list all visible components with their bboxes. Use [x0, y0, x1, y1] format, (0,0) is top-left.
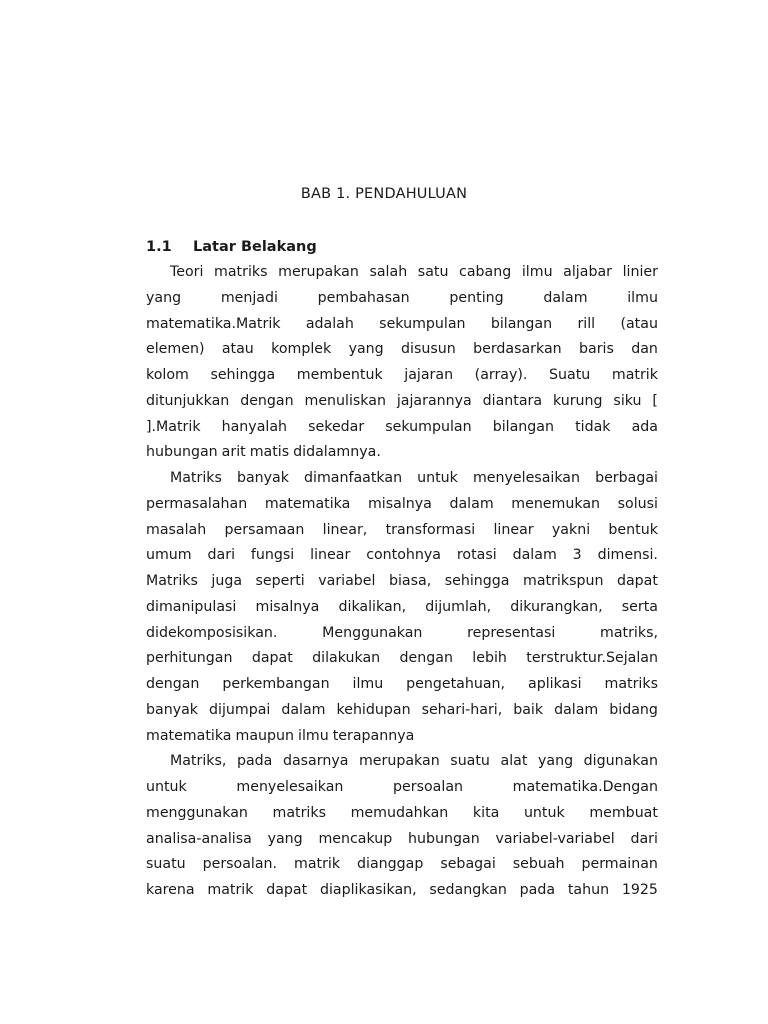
- word: dapat: [266, 882, 308, 898]
- word: untuk: [146, 779, 187, 795]
- word: dianggap: [357, 856, 424, 873]
- word: matrik: [611, 367, 658, 383]
- word: yakni: [551, 521, 591, 538]
- word: Matriks,: [170, 753, 227, 770]
- word: penting: [449, 289, 504, 306]
- word: menyelesaikan: [236, 779, 344, 795]
- word: matriks: [272, 804, 326, 821]
- word: dengan: [399, 650, 453, 667]
- paragraph-2-line-5: [146, 569, 658, 595]
- paragraph-3-line-6: [146, 878, 658, 904]
- word: dapat: [616, 573, 658, 589]
- word: dijumlah,: [425, 598, 492, 615]
- section-heading: [146, 239, 658, 255]
- word: matriks: [214, 264, 268, 280]
- word: yang: [146, 289, 182, 306]
- word: merupakan: [278, 264, 359, 280]
- word: dimanipulasi: [146, 598, 237, 615]
- word: dalam: [449, 495, 494, 512]
- word: menemukan: [511, 495, 600, 512]
- paragraph-1-line-3: [146, 312, 658, 338]
- word: ilmu: [298, 727, 329, 744]
- paragraph-1-line-1: [146, 260, 658, 286]
- word: contohnya: [366, 547, 441, 564]
- word: matrik: [207, 882, 254, 898]
- word: pada: [236, 753, 273, 770]
- word: menyelesaikan: [472, 470, 580, 486]
- word: dengan: [146, 676, 200, 692]
- word: karena: [146, 882, 195, 898]
- word: (atau: [620, 315, 658, 332]
- word: biasa,: [388, 573, 432, 589]
- word: Menggunakan: [322, 624, 423, 641]
- word: matrikspun: [523, 573, 604, 589]
- word: linear: [493, 521, 534, 538]
- word: linear,: [322, 521, 368, 538]
- word: dari: [207, 547, 236, 564]
- word: ada: [631, 418, 658, 435]
- word: bentuk: [608, 521, 658, 538]
- word: dikalikan,: [338, 598, 407, 615]
- word: memudahkan: [350, 804, 449, 821]
- word: sehari-hari,: [421, 701, 503, 718]
- paragraph-2-line-8: [146, 646, 658, 672]
- word: sehingga: [210, 367, 276, 383]
- word: banyak: [146, 701, 198, 718]
- paragraph-2-line-11: [146, 724, 658, 750]
- paragraph-1-line-7: [146, 415, 658, 441]
- word: hanyalah: [221, 418, 288, 435]
- word: matrik: [294, 856, 341, 873]
- word: ilmu: [521, 264, 553, 280]
- word: yang: [538, 753, 574, 770]
- word: ilmu: [627, 289, 658, 306]
- paragraph-1-line-5: [146, 363, 658, 389]
- word: matematika: [264, 495, 351, 512]
- word: pada: [519, 882, 556, 898]
- word: rill: [577, 315, 596, 332]
- word: persoalan: [393, 779, 464, 795]
- word: dari: [630, 830, 658, 847]
- word: matematika.Dengan: [512, 779, 658, 795]
- paragraph-1-line-8: [146, 440, 658, 466]
- word: dapat: [251, 650, 293, 667]
- word: kehidupan: [336, 701, 411, 718]
- word: dimanfaatkan: [304, 470, 403, 486]
- word: hubungan: [146, 444, 218, 461]
- word: persamaan: [224, 521, 305, 538]
- word: pembahasan: [317, 289, 410, 306]
- word: hubungan: [408, 830, 480, 847]
- paragraph-2-line-3: [146, 518, 658, 544]
- word: variabel-variabel: [495, 830, 615, 847]
- word: diantara: [482, 392, 543, 409]
- word: tahun: [567, 882, 610, 898]
- word: suatu: [450, 753, 490, 770]
- word: untuk: [417, 470, 458, 486]
- word: misalnya: [255, 598, 320, 615]
- word: sekedar: [308, 418, 365, 435]
- word: arit: [221, 444, 246, 461]
- word: 1925: [621, 882, 658, 898]
- word: dan: [631, 341, 658, 358]
- word: elemen): [146, 341, 205, 358]
- word: variabel: [318, 573, 376, 589]
- word: baris: [579, 341, 614, 358]
- word: solusi: [617, 495, 658, 512]
- word: sekumpulan: [385, 418, 472, 435]
- word: kita: [472, 804, 500, 821]
- word: matriks,: [600, 624, 658, 641]
- paragraph-1-line-2: [146, 286, 658, 312]
- word: matis: [249, 444, 290, 461]
- word: maupun: [235, 727, 294, 744]
- word: Matriks: [146, 573, 198, 589]
- word: ditunjukkan: [146, 392, 230, 409]
- word: bidang: [609, 701, 658, 718]
- word: Matriks: [170, 470, 222, 486]
- word: yang: [267, 830, 303, 847]
- word: jajaran: [404, 367, 454, 383]
- paragraph-1-line-4: [146, 337, 658, 363]
- word: membentuk: [296, 367, 383, 383]
- word: atau: [221, 341, 254, 358]
- word: perhitungan: [146, 650, 233, 667]
- paragraph-3-line-4: [146, 827, 658, 853]
- word: masalah: [146, 521, 207, 538]
- word: 3: [572, 547, 582, 564]
- word: transformasi: [385, 521, 476, 538]
- word: representasi: [467, 624, 556, 641]
- word: serta: [621, 598, 658, 615]
- word: membuat: [589, 804, 658, 821]
- word: misalnya: [367, 495, 432, 512]
- section-number: 1.1: [146, 239, 172, 255]
- word: menjadi: [220, 289, 278, 306]
- word: dasarnya: [282, 753, 349, 770]
- word: yang: [348, 341, 384, 358]
- word: seperti: [255, 573, 305, 589]
- word: sekumpulan: [379, 315, 466, 332]
- word: matematika.Matrik: [146, 315, 281, 332]
- word: dengan: [240, 392, 294, 409]
- word: suatu: [146, 856, 186, 873]
- word: menggunakan: [146, 804, 248, 821]
- chapter-title: BAB 1. PENDAHULUAN: [300, 186, 468, 202]
- paragraph-2-line-7: [146, 621, 658, 647]
- word: pengetahuan,: [406, 676, 506, 692]
- paragraph-2-line-6: [146, 595, 658, 621]
- word: mencakup: [318, 830, 393, 847]
- word: lebih: [472, 650, 507, 667]
- word: didekomposisikan.: [146, 624, 278, 641]
- word: rotasi: [456, 547, 497, 564]
- paragraph-3-line-1: [146, 749, 658, 775]
- word: dalam: [543, 289, 588, 306]
- paragraph-2-line-1: [146, 466, 658, 492]
- word: cabang: [459, 264, 512, 280]
- paragraph-1-line-6: [146, 389, 658, 415]
- word: matematika: [146, 727, 232, 744]
- word: kurung: [552, 392, 603, 409]
- word: adalah: [305, 315, 354, 332]
- word: dalam: [512, 547, 557, 564]
- paragraph-3-line-2: [146, 775, 658, 801]
- word: didalamnya.: [293, 444, 381, 461]
- word: Suatu: [549, 367, 591, 383]
- paragraph-3-line-3: [146, 801, 658, 827]
- word: kolom: [146, 367, 189, 383]
- word: tidak: [575, 418, 611, 435]
- word: komplek: [271, 341, 332, 358]
- word: alat: [500, 753, 528, 770]
- word: analisa-analisa: [146, 830, 252, 847]
- word: merupakan: [358, 753, 440, 770]
- word: sehingga: [444, 573, 510, 589]
- section-title: Latar Belakang: [193, 239, 317, 255]
- word: sebuah: [512, 856, 565, 873]
- paragraph-2-line-4: [146, 543, 658, 569]
- paragraph-2-line-2: [146, 492, 658, 518]
- word: perkembangan: [222, 676, 330, 692]
- word: jajarannya: [396, 392, 472, 409]
- word: permasalahan: [146, 495, 248, 512]
- word: dikurangkan,: [510, 598, 603, 615]
- word: sebagai: [440, 856, 496, 873]
- word: matriks: [604, 676, 658, 692]
- word: permainan: [581, 856, 658, 873]
- word: disusun: [401, 341, 456, 358]
- word: digunakan: [583, 753, 658, 770]
- word: untuk: [523, 804, 565, 821]
- paragraph-3-line-5: [146, 852, 658, 878]
- word: banyak: [236, 470, 289, 486]
- word: dalam: [281, 701, 326, 718]
- word: menuliskan: [304, 392, 386, 409]
- word: [: [652, 392, 658, 409]
- word: salah: [369, 264, 408, 280]
- word: dijumpai: [209, 701, 271, 718]
- word: sedangkan: [429, 882, 507, 898]
- word: fungsi: [250, 547, 295, 564]
- word: dimensi.: [597, 547, 658, 564]
- word: satu: [417, 264, 449, 280]
- word: bilangan: [490, 315, 553, 332]
- paragraph-2-line-10: [146, 698, 658, 724]
- word: ilmu: [352, 676, 384, 692]
- word: ].Matrik: [146, 418, 201, 435]
- body-text: [146, 260, 658, 904]
- paragraph-2-line-9: [146, 672, 658, 698]
- word: siku: [613, 392, 642, 409]
- word: umum: [146, 547, 192, 564]
- word: (array).: [474, 367, 528, 383]
- word: diaplikasikan,: [319, 882, 417, 898]
- word: aplikasi: [528, 676, 582, 692]
- word: terapannya: [332, 727, 415, 744]
- word: juga: [211, 573, 243, 589]
- word: berbagai: [595, 470, 658, 486]
- word: linier: [622, 264, 658, 280]
- word: berdasarkan: [473, 341, 562, 358]
- word: bilangan: [492, 418, 554, 435]
- word: dalam: [554, 701, 599, 718]
- word: aljabar: [563, 264, 612, 280]
- word: dilakukan: [312, 650, 381, 667]
- word: Teori: [170, 264, 204, 280]
- word: baik: [513, 701, 544, 718]
- word: linear: [310, 547, 351, 564]
- word: terstruktur.Sejalan: [526, 650, 658, 667]
- word: persoalan.: [202, 856, 278, 873]
